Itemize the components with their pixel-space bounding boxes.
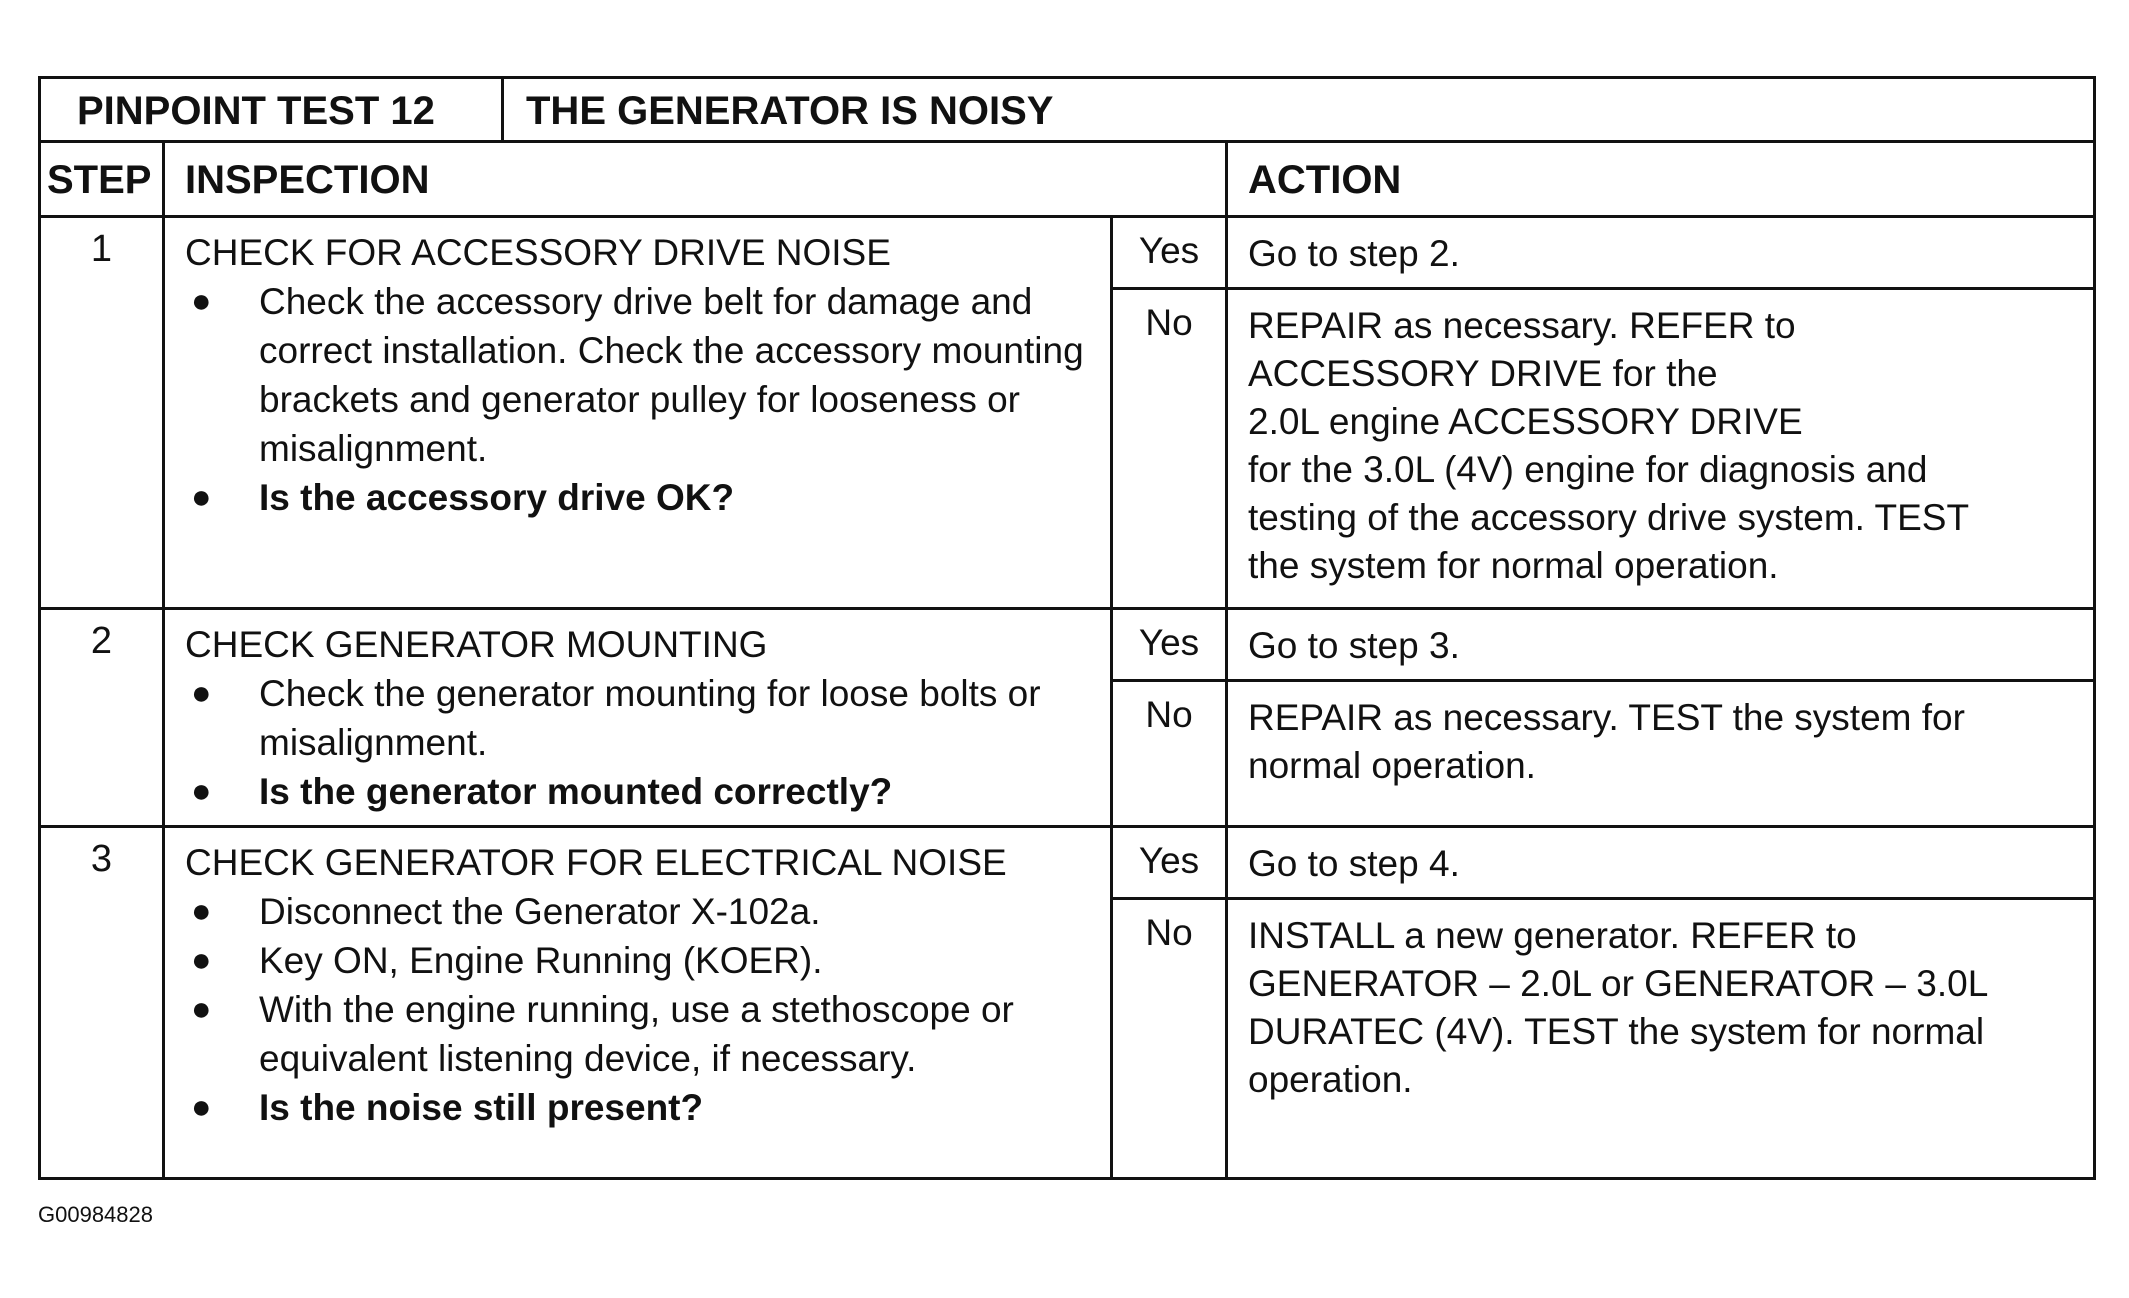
bullet-icon: ●	[191, 772, 212, 810]
inspection-cell	[165, 828, 1113, 1177]
yes-answer	[1113, 828, 2093, 900]
inspection-title: CHECK GENERATOR FOR ELECTRICAL NOISE	[185, 842, 1007, 883]
header-row	[41, 143, 2093, 218]
no-label: No	[1113, 682, 1228, 825]
step-number: 1	[41, 218, 165, 607]
inspection-column-header: INSPECTION	[165, 143, 1228, 215]
bullet-text: Key ON, Engine Running (KOER).	[259, 940, 823, 981]
step-row-2	[41, 610, 2093, 828]
figure-id: G00984828	[38, 1202, 153, 1227]
inspection-bullet	[185, 277, 1094, 473]
no-action	[1228, 900, 2093, 1177]
inspection-cell	[165, 610, 1113, 825]
bullet-text: Check the generator mounting for loose bolts or misalignment.	[259, 673, 1041, 763]
no-action-line: INSTALL a new generator. REFER to	[1248, 915, 1857, 956]
no-action-line: REPAIR as necessary. REFER to	[1248, 305, 1796, 346]
title-row	[41, 79, 2093, 143]
bullet-text: Is the accessory drive OK?	[259, 477, 735, 518]
inspection-bullet	[185, 936, 1094, 985]
no-answer	[1113, 682, 2093, 825]
inspection-bullets	[185, 277, 1094, 522]
inspection-question	[185, 473, 1094, 522]
test-id: PINPOINT TEST 12	[41, 79, 504, 140]
inspection-question	[185, 1083, 1094, 1132]
no-action-line: operation.	[1248, 1059, 1413, 1100]
bullet-text: Is the generator mounted correctly?	[259, 771, 893, 812]
bullet-text: Disconnect the Generator X-102a.	[259, 891, 821, 932]
yes-action: Go to step 3.	[1248, 625, 1460, 666]
answers-cell	[1113, 610, 2093, 825]
inspection-bullet	[185, 669, 1094, 767]
no-action-line: the system for normal operation.	[1248, 545, 1779, 586]
bullet-icon: ●	[191, 892, 212, 930]
bullet-icon: ●	[191, 941, 212, 979]
bullet-text: Check the accessory drive belt for damage and correct installation. Check the accessory mounting brackets and generator pulley for looseness or misalignment.	[259, 281, 1084, 469]
no-action-line: normal operation.	[1248, 745, 1536, 786]
bullet-icon: ●	[191, 1088, 212, 1126]
inspection-bullets	[185, 669, 1094, 816]
yes-label: Yes	[1113, 218, 1228, 287]
action-column-header: ACTION	[1248, 158, 1402, 202]
inspection-question	[185, 767, 1094, 816]
inspection-title: CHECK FOR ACCESSORY DRIVE NOISE	[185, 232, 891, 273]
answers-cell	[1113, 828, 2093, 1177]
no-action-line: for the 3.0L (4V) engine for diagnosis and	[1248, 449, 1928, 490]
yes-action: Go to step 4.	[1248, 843, 1460, 884]
bullet-text: Is the noise still present?	[259, 1087, 704, 1128]
no-action-line: GENERATOR – 2.0L or GENERATOR – 3.0L	[1248, 963, 1989, 1004]
yes-action: Go to step 2.	[1248, 233, 1460, 274]
inspection-bullets	[185, 887, 1094, 1132]
bullet-text: With the engine running, use a stethoscope or equivalent listening device, if necessary.	[259, 989, 1014, 1079]
bullet-icon: ●	[191, 990, 212, 1028]
inspection-title: CHECK GENERATOR MOUNTING	[185, 624, 768, 665]
no-answer	[1113, 900, 2093, 1177]
inspection-bullet	[185, 985, 1094, 1083]
step-row-3	[41, 828, 2093, 1177]
no-label: No	[1113, 290, 1228, 607]
pinpoint-test-table	[38, 76, 2096, 1180]
no-label: No	[1113, 900, 1228, 1177]
inspection-bullet	[185, 887, 1094, 936]
step-column-header: STEP	[41, 143, 165, 215]
inspection-cell	[165, 218, 1113, 607]
no-answer	[1113, 290, 2093, 607]
yes-answer	[1113, 610, 2093, 682]
yes-label: Yes	[1113, 610, 1228, 679]
yes-answer	[1113, 218, 2093, 290]
no-action-line: ACCESSORY DRIVE for the	[1248, 353, 1718, 394]
yes-label: Yes	[1113, 828, 1228, 897]
step-row-1	[41, 218, 2093, 610]
bullet-icon: ●	[191, 674, 212, 712]
test-symptom: THE GENERATOR IS NOISY	[526, 89, 1054, 133]
no-action-line: 2.0L engine ACCESSORY DRIVE	[1248, 401, 1803, 442]
no-action-line: testing of the accessory drive system. TEST	[1248, 497, 1970, 538]
bullet-icon: ●	[191, 478, 212, 516]
no-action-line: REPAIR as necessary. TEST the system for	[1248, 697, 1965, 738]
step-number: 3	[41, 828, 165, 1177]
no-action	[1228, 682, 2093, 825]
step-number: 2	[41, 610, 165, 825]
no-action-line: DURATEC (4V). TEST the system for normal	[1248, 1011, 1985, 1052]
bullet-icon: ●	[191, 282, 212, 320]
no-action	[1228, 290, 2093, 607]
answers-cell	[1113, 218, 2093, 607]
